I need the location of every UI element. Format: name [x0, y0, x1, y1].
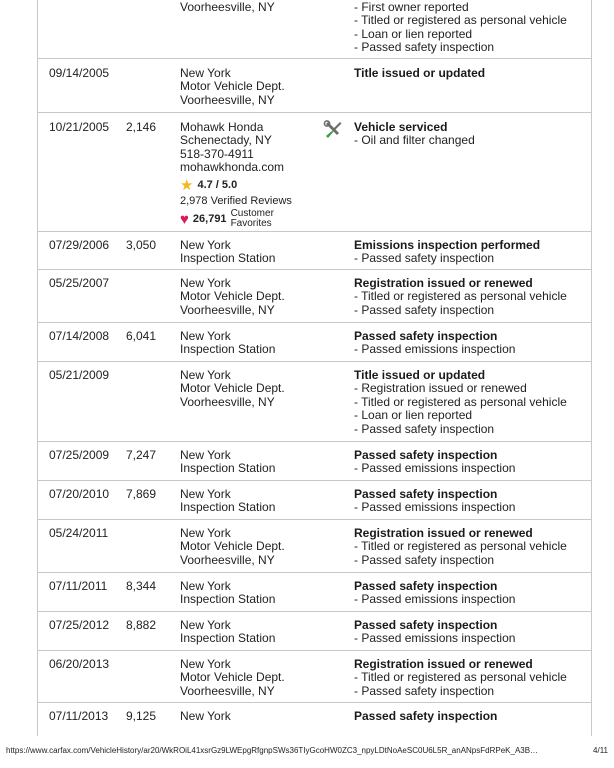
- wrench-screwdriver-icon: [323, 120, 343, 140]
- rating-value: 4.7 / 5.0: [197, 178, 238, 191]
- detail-item: - Passed emissions inspection: [354, 632, 589, 645]
- detail-item: - Passed emissions inspection: [354, 343, 589, 356]
- source-line: New York: [180, 329, 231, 343]
- event-title: Emissions inspection performed: [354, 238, 541, 252]
- date-cell: 07/14/2008: [49, 329, 110, 343]
- odometer-cell: 2,146: [126, 120, 157, 134]
- date-cell: 10/21/2005: [49, 120, 110, 134]
- table-row: [38, 651, 591, 703]
- table-row: [38, 232, 591, 270]
- date-cell: 06/20/2013: [49, 657, 110, 671]
- favorites-label: [231, 209, 274, 229]
- odometer-cell: 3,050: [126, 238, 157, 252]
- source-line: Voorheesville, NY: [180, 0, 275, 14]
- source-line: New York: [180, 618, 231, 632]
- comments-cell: [354, 619, 589, 646]
- source-cell: [180, 121, 292, 229]
- date-cell: 07/25/2012: [49, 618, 110, 632]
- page-number: 4/11: [593, 746, 608, 755]
- source-cell: [180, 1, 275, 14]
- source-cell: [180, 67, 285, 107]
- source-line: Motor Vehicle Dept.: [180, 539, 285, 554]
- source-cell: [180, 277, 285, 317]
- event-title: Registration issued or renewed: [354, 276, 533, 290]
- comments-cell: [354, 658, 589, 698]
- date-cell: 07/11/2011: [49, 579, 108, 593]
- detail-item: - Passed safety inspection: [354, 554, 589, 567]
- dealer-website[interactable]: mohawkhonda.com: [180, 160, 285, 175]
- detail-item: - Passed safety inspection: [354, 41, 589, 54]
- odometer-cell: 6,041: [126, 329, 157, 343]
- odometer-cell: 8,344: [126, 579, 157, 593]
- customer-favorites: [180, 209, 292, 229]
- source-line: Voorheesville, NY: [180, 302, 275, 317]
- source-cell: [180, 449, 275, 476]
- source-line: Motor Vehicle Dept.: [180, 381, 285, 396]
- detail-item: - Passed safety inspection: [354, 252, 589, 265]
- comments-cell: [354, 67, 589, 80]
- source-cell: [180, 369, 285, 409]
- date-cell: 05/21/2009: [49, 368, 110, 382]
- source-cell: [180, 619, 275, 646]
- source-line: Motor Vehicle Dept.: [180, 289, 285, 304]
- detail-item: - Passed safety inspection: [354, 304, 589, 317]
- detail-item: - Titled or registered as personal vehicle: [354, 671, 589, 684]
- dealer-location: Schenectady, NY: [180, 133, 272, 148]
- detail-item: - Passed safety inspection: [354, 423, 589, 436]
- table-row: [38, 362, 591, 442]
- event-title: Passed safety inspection: [354, 448, 498, 462]
- table-row: [38, 0, 591, 59]
- comments-cell: [354, 239, 589, 266]
- source-line: Voorheesville, NY: [180, 92, 275, 107]
- event-title: Passed safety inspection: [354, 329, 498, 343]
- detail-item: - Oil and filter changed: [354, 134, 589, 147]
- detail-item: - Passed emissions inspection: [354, 501, 589, 514]
- source-line: Inspection Station: [180, 631, 276, 646]
- comments-cell: [354, 330, 589, 357]
- source-line: Inspection Station: [180, 592, 276, 607]
- date-cell: 07/29/2006: [49, 238, 110, 252]
- detail-item: - Loan or lien reported: [354, 28, 589, 41]
- date-cell: 07/20/2010: [49, 487, 110, 501]
- page-url: https://www.carfax.com/VehicleHistory/ar20/WkROiL41xsrGz9LWEpgRfgnpSWs36TIyGcoHW0ZC3_npyLDtNoAeSC0U6L5R_anANpsFdRPeK_A3B…: [6, 746, 539, 755]
- event-title: Vehicle serviced: [354, 120, 448, 134]
- dealer-rating: [180, 176, 292, 194]
- comments-cell: [354, 580, 589, 607]
- print-footer: [6, 746, 608, 760]
- comments-cell: [354, 710, 589, 723]
- event-title: Passed safety inspection: [354, 487, 498, 501]
- source-line: Inspection Station: [180, 500, 276, 515]
- date-cell: 05/24/2011: [49, 526, 109, 540]
- source-line: Inspection Station: [180, 342, 276, 357]
- odometer-cell: 7,247: [126, 448, 157, 462]
- detail-item: - Passed safety inspection: [354, 685, 589, 698]
- event-title: Passed safety inspection: [354, 579, 498, 593]
- source-cell: [180, 330, 275, 357]
- detail-item: - Titled or registered as personal vehicle: [354, 396, 589, 409]
- source-line: Inspection Station: [180, 461, 276, 476]
- source-line: New York: [180, 368, 231, 382]
- table-row: [38, 573, 591, 612]
- heart-icon: ♥: [180, 210, 189, 228]
- table-row: [38, 481, 591, 520]
- source-cell: [180, 527, 285, 567]
- source-line: Voorheesville, NY: [180, 552, 275, 567]
- source-line: New York: [180, 66, 231, 80]
- table-row: [38, 703, 591, 736]
- dealer-phone[interactable]: 518-370-4911: [180, 146, 254, 161]
- odometer-cell: 9,125: [126, 709, 157, 723]
- source-line: New York: [180, 526, 231, 540]
- source-cell: [180, 710, 231, 723]
- event-title: Registration issued or renewed: [354, 657, 533, 671]
- odometer-cell: 7,869: [126, 487, 157, 501]
- table-row: [38, 520, 591, 573]
- detail-item: - Titled or registered as personal vehicle: [354, 540, 589, 553]
- detail-item: - Passed emissions inspection: [354, 462, 589, 475]
- date-cell: 09/14/2005: [49, 66, 110, 80]
- event-title: Title issued or updated: [354, 66, 486, 80]
- source-line: New York: [180, 238, 231, 252]
- event-title: Passed safety inspection: [354, 709, 498, 723]
- source-line: New York: [180, 448, 231, 462]
- source-cell: [180, 239, 275, 266]
- source-cell: [180, 580, 275, 607]
- source-line: Motor Vehicle Dept.: [180, 670, 285, 685]
- favorites-count: 26,791: [192, 212, 227, 225]
- star-icon: ★: [180, 176, 194, 194]
- odometer-cell: 8,882: [126, 618, 157, 632]
- history-table: [37, 0, 592, 736]
- detail-item: - Registration issued or renewed: [354, 382, 589, 395]
- table-row: [38, 113, 591, 232]
- source-cell: [180, 488, 275, 515]
- event-title: Title issued or updated: [354, 368, 486, 382]
- source-line: New York: [180, 487, 231, 501]
- dealer-name: Mohawk Honda: [180, 120, 264, 134]
- source-line: Inspection Station: [180, 251, 276, 266]
- table-row: [38, 612, 591, 651]
- source-line: New York: [180, 579, 231, 593]
- detail-item: - Titled or registered as personal vehicle: [354, 14, 589, 27]
- date-cell: 07/25/2009: [49, 448, 110, 462]
- favorites-label-line: Customer: [230, 208, 274, 220]
- comments-cell: [354, 369, 589, 436]
- table-row: [38, 442, 591, 481]
- source-line: New York: [180, 657, 231, 671]
- table-row: [38, 270, 591, 323]
- source-line: Motor Vehicle Dept.: [180, 79, 285, 94]
- detail-item: - Passed emissions inspection: [354, 593, 589, 606]
- comments-cell: [354, 449, 589, 476]
- table-row: [38, 323, 591, 362]
- comments-cell: [354, 488, 589, 515]
- comments-cell: [354, 277, 589, 317]
- source-line: New York: [180, 276, 231, 290]
- date-cell: 05/25/2007: [49, 276, 110, 290]
- source-line: Voorheesville, NY: [180, 394, 275, 409]
- source-line: New York: [180, 709, 231, 723]
- comments-cell: [354, 121, 589, 148]
- comments-cell: [354, 527, 589, 567]
- detail-item: - Loan or lien reported: [354, 409, 589, 422]
- detail-item: - First owner reported: [354, 1, 589, 14]
- verified-reviews[interactable]: 2,978 Verified Reviews: [180, 195, 292, 208]
- event-title: Registration issued or renewed: [354, 526, 533, 540]
- source-line: Voorheesville, NY: [180, 683, 275, 698]
- detail-item: - Titled or registered as personal vehicle: [354, 290, 589, 303]
- source-cell: [180, 658, 285, 698]
- event-title: Passed safety inspection: [354, 618, 498, 632]
- favorites-label-line: Favorites: [230, 218, 272, 230]
- table-row: [38, 59, 591, 113]
- date-cell: 07/11/2013: [49, 709, 109, 723]
- comments-cell: [354, 1, 589, 55]
